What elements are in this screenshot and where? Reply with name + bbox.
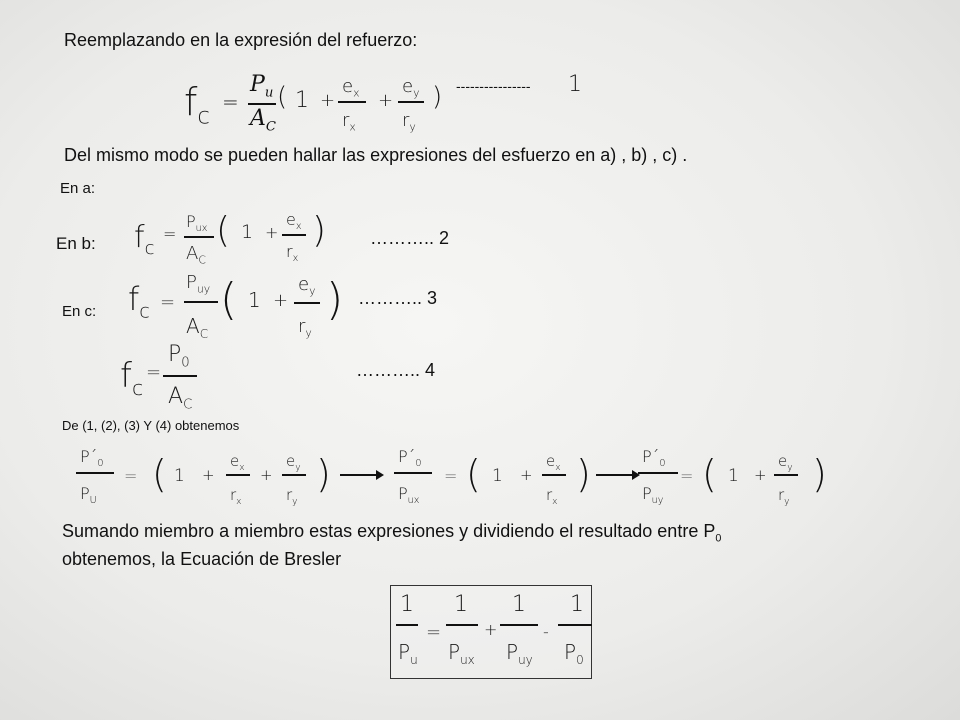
- ratio-b-bar: [394, 472, 432, 474]
- ratio-a-equals: =: [124, 466, 138, 485]
- ratio-b-denominator: $P_{ux}$: [398, 484, 420, 507]
- ratio-a-denominator: $P_U$: [80, 484, 97, 507]
- bresler-t2-bar: [446, 624, 478, 626]
- ratio-c-left-paren: (: [702, 452, 717, 496]
- ratio-b-rx: $r_x$: [546, 486, 558, 507]
- eq1-lhs: $f_c$: [184, 80, 210, 130]
- eq4-numerator: $P_0$: [168, 342, 190, 371]
- bresler-equals: =: [426, 622, 442, 643]
- ratio-c-one: 1: [728, 466, 739, 486]
- eq2-ex: $e_x$: [286, 210, 302, 233]
- bresler-t3-bar: [500, 624, 538, 626]
- eq3-ey: $e_y$: [298, 274, 316, 298]
- bresler-t4-den: $P_0$: [564, 640, 584, 667]
- eq2-rx: $r_x$: [286, 242, 299, 265]
- eq4-reference: ……….. 4: [356, 360, 436, 380]
- ratio-b-left-paren: (: [466, 452, 481, 496]
- label-en-c: En c:: [62, 303, 97, 320]
- eq1-plus-1: +: [320, 90, 336, 111]
- eq3-ry: $r_y$: [298, 316, 312, 340]
- eq1-number: 1: [568, 72, 582, 97]
- eq2-reference: ……….. 2: [370, 228, 450, 248]
- bresler-t2-den: $P_{ux}$: [448, 640, 475, 667]
- eq3-one: 1: [248, 288, 261, 312]
- eq4-fraction-bar: [163, 375, 197, 377]
- ratio-b-ex-bar: [542, 474, 566, 476]
- bresler-t1-bar: [396, 624, 418, 626]
- eq2-plus: +: [265, 223, 279, 242]
- ratio-a-left-paren: (: [152, 452, 167, 496]
- eq3-denominator: $A_C$: [186, 314, 209, 341]
- eq2-ex-bar: [282, 234, 306, 236]
- ratio-a-ex-bar: [226, 474, 250, 476]
- eq1-ry: $r_y$: [402, 110, 416, 134]
- ratio-a-ry: $r_y$: [286, 486, 298, 507]
- ratio-b-equals: =: [444, 466, 458, 485]
- ratio-c-bar: [638, 472, 678, 474]
- label-en-b: En b:: [56, 234, 96, 253]
- ratio-a-right-paren: ): [316, 452, 331, 496]
- eq3-ey-bar: [294, 302, 320, 304]
- ratio-a-ey: $e_y$: [286, 452, 301, 473]
- bresler-plus: +: [484, 620, 498, 639]
- ratio-c-plus: +: [754, 466, 767, 484]
- ratio-b-one: 1: [492, 466, 503, 486]
- eq2-one: 1: [241, 221, 254, 243]
- eq1-denominator: $A_C$: [250, 106, 276, 135]
- eq1-left-paren: (: [277, 82, 288, 112]
- eq2-denominator: $A_C$: [186, 243, 206, 267]
- eq2-equals: =: [163, 224, 177, 243]
- eq1-dashes: ----------------: [456, 78, 531, 94]
- bresler-t2-num: 1: [454, 592, 468, 617]
- ratio-a-plus-1: +: [202, 466, 215, 484]
- ratio-c-numerator: $P´_0$: [642, 447, 666, 470]
- eq3-equals: =: [160, 292, 176, 313]
- ratio-a-bar: [76, 472, 114, 474]
- eq3-numerator: $P_{uy}$: [186, 272, 211, 296]
- ratio-c-ey-bar: [774, 474, 798, 476]
- eq1-right-paren: ): [432, 82, 443, 112]
- ratio-c-right-paren: ): [812, 452, 827, 496]
- eq4-lhs: $f_c$: [120, 356, 144, 400]
- eq3-reference: ……….. 3: [358, 288, 438, 308]
- bresler-t4-num: 1: [570, 592, 584, 617]
- eq4-denominator: $A_C$: [168, 384, 193, 413]
- eq1-plus-2: +: [378, 90, 394, 111]
- eq1-fraction-bar: [248, 103, 276, 105]
- eq3-plus: +: [273, 290, 289, 311]
- bresler-t3-den: $P_{uy}$: [506, 640, 533, 667]
- ratio-b-ex: $e_x$: [546, 452, 561, 473]
- eq1-rx: $r_x$: [342, 110, 356, 134]
- arrow-icon-1: [340, 468, 384, 482]
- arrow-icon-2: [596, 468, 640, 482]
- eq2-left-paren: (: [216, 210, 231, 251]
- eq1-ex: $e_x$: [342, 76, 360, 100]
- summary-line-1: Sumando miembro a miembro estas expresiones y dividiendo el resultado entre $P_0$: [62, 521, 722, 545]
- eq4-equals: =: [146, 362, 162, 383]
- eq1-ey-bar: [398, 101, 424, 103]
- same-way-text: Del mismo modo se pueden hallar las expresiones del esfuerzo en a) , b) , c) .: [64, 145, 688, 165]
- bresler-t4-bar: [558, 624, 592, 626]
- bresler-minus: -: [543, 622, 549, 641]
- eq1-numerator: $P_u$: [250, 72, 274, 101]
- ratio-c-ey: $e_y$: [778, 452, 793, 473]
- ratio-c-equals: =: [680, 466, 694, 485]
- eq2-lhs: $f_c$: [134, 220, 155, 259]
- eq3-fraction-bar: [184, 301, 218, 303]
- eq3-lhs: $f_c$: [128, 280, 150, 323]
- ratio-a-numerator: $P´_0$: [80, 447, 104, 470]
- summary-line-2: obtenemos, la Ecuación de Bresler: [62, 549, 342, 569]
- ratio-b-numerator: $P´_0$: [398, 447, 422, 470]
- label-en-a: En a:: [60, 180, 96, 197]
- bresler-t1-num: 1: [400, 592, 414, 617]
- ratio-a-one: 1: [174, 466, 185, 486]
- eq1-ey: $e_y$: [402, 76, 420, 100]
- eq2-fraction-bar: [184, 236, 214, 238]
- bresler-t1-den: $P_u$: [398, 640, 418, 667]
- intro-text: Reemplazando en la expresión del refuerzo:: [64, 30, 418, 50]
- from-text: De (1, (2), (3) Y (4) obtenemos: [62, 418, 240, 433]
- eq2-right-paren: ): [312, 210, 327, 251]
- eq1-one: 1: [295, 88, 309, 113]
- eq2-numerator: $P_{ux}$: [186, 212, 208, 235]
- eq3-left-paren: (: [220, 274, 238, 325]
- ratio-a-plus-2: +: [260, 466, 273, 484]
- ratio-a-rx: $r_x$: [230, 486, 242, 507]
- eq1-equals: =: [222, 90, 239, 114]
- eq1-ex-bar: [338, 101, 366, 103]
- ratio-a-ex: $e_x$: [230, 452, 245, 473]
- eq3-right-paren: ): [326, 274, 344, 325]
- ratio-a-ey-bar: [282, 474, 306, 476]
- ratio-b-right-paren: ): [576, 452, 591, 496]
- bresler-t3-num: 1: [512, 592, 526, 617]
- ratio-b-plus: +: [520, 466, 533, 484]
- ratio-c-ry: $r_y$: [778, 486, 790, 507]
- ratio-c-denominator: $P_{uy}$: [642, 484, 664, 507]
